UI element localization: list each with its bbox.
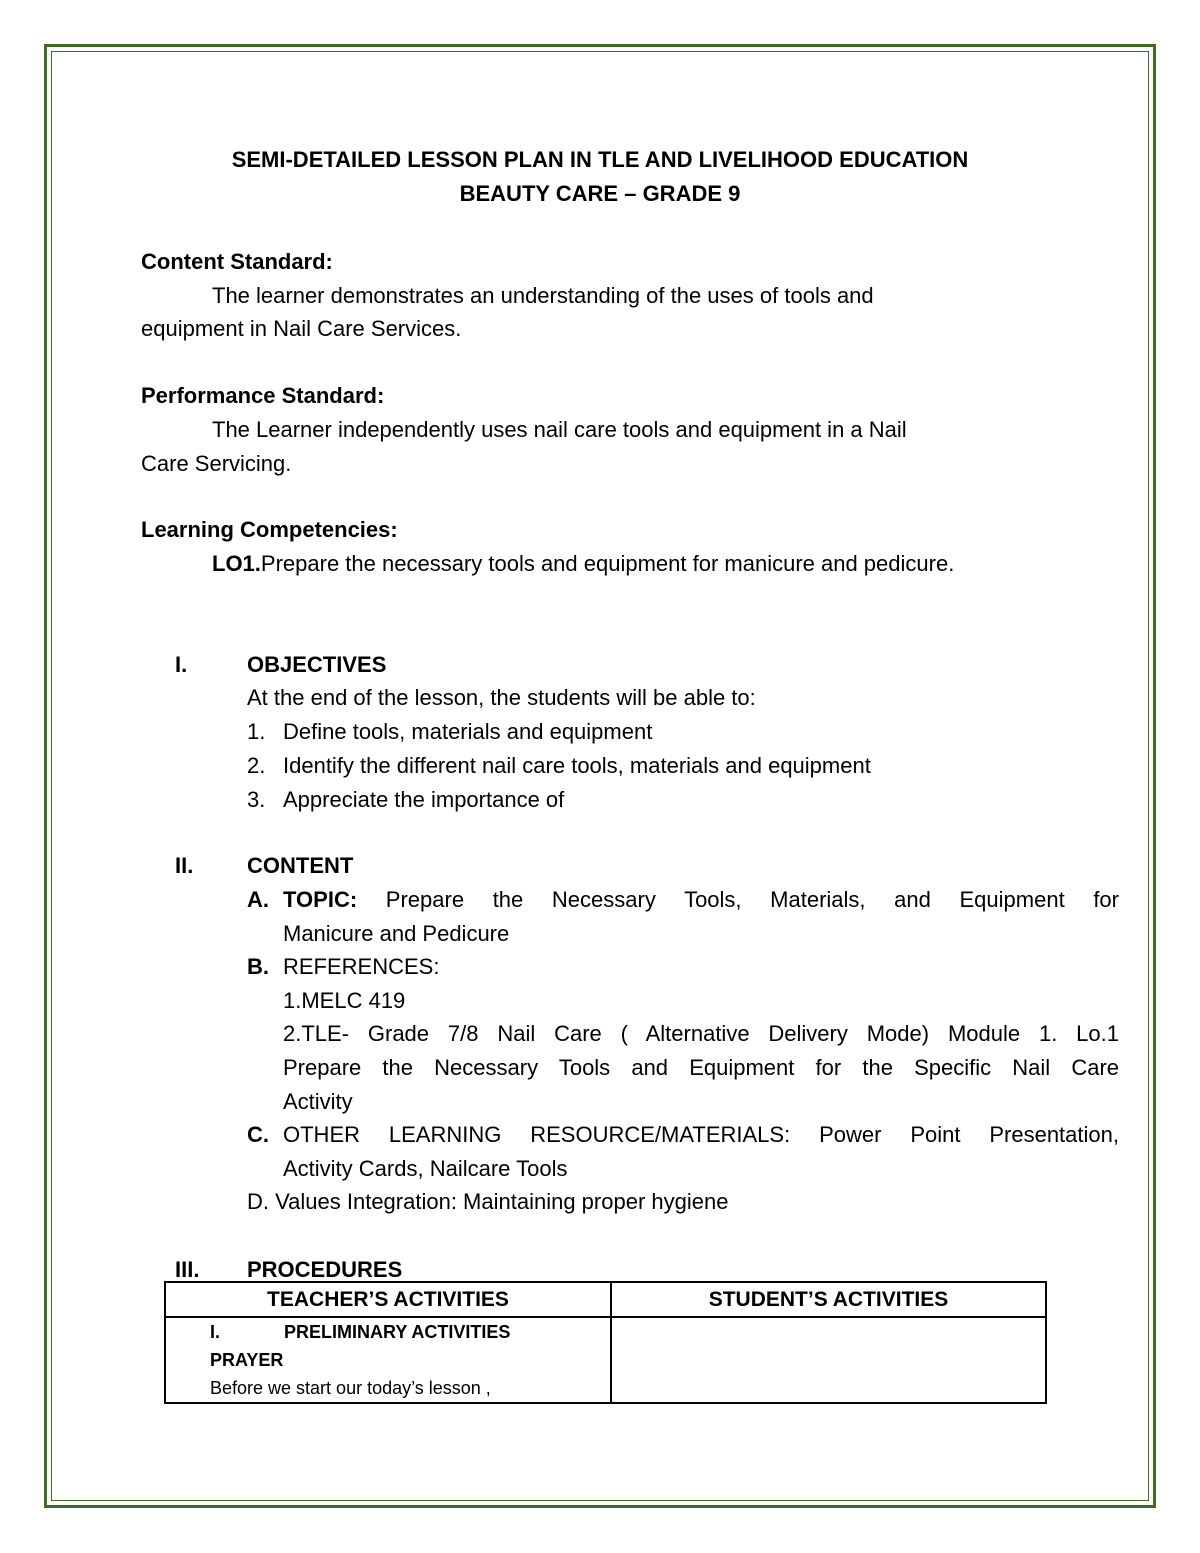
performance-standard-line1: The Learner independently uses nail care tools and equipment in a Nail	[212, 417, 907, 442]
objective-text-1: Define tools, materials and equipment	[283, 719, 653, 744]
objective-text-3: Appreciate the importance of	[283, 787, 565, 812]
objectives-numeral: I.	[175, 652, 188, 677]
objective-num-3: 3.	[247, 787, 266, 812]
other-resources-line2: Activity Cards, Nailcare Tools	[283, 1156, 568, 1181]
content-numeral: II.	[175, 853, 194, 878]
lo1-code: LO1.	[212, 551, 261, 576]
topic-label: TOPIC:	[283, 887, 358, 912]
reference-2-line3: Activity	[283, 1089, 353, 1114]
reference-1: 1.MELC 419	[283, 988, 406, 1013]
preliminary-numeral: I.	[210, 1322, 221, 1342]
objective-num-1: 1.	[247, 719, 266, 744]
objective-text-2: Identify the different nail care tools, materials and equipment	[283, 753, 871, 778]
procedures-numeral: III.	[175, 1257, 200, 1282]
reference-2-line2: Prepare the Necessary Tools and Equipment for the Specific Nail Care	[283, 1055, 1119, 1080]
lo1-text: Prepare the necessary tools and equipment for manicure and pedicure.	[260, 551, 955, 576]
preliminary-activities-title: PRELIMINARY ACTIVITIES	[284, 1322, 511, 1342]
teacher-activities-header: TEACHER’S ACTIVITIES	[165, 1282, 611, 1317]
other-resources-letter: C.	[247, 1122, 269, 1147]
prayer-heading: PRAYER	[210, 1350, 284, 1370]
content-standard-heading: Content Standard:	[141, 249, 333, 274]
procedures-table-header-row	[165, 1282, 1046, 1317]
content-standard-line2: equipment in Nail Care Services.	[141, 316, 462, 341]
topic-line2: Manicure and Pedicure	[283, 921, 510, 946]
performance-standard-heading: Performance Standard:	[141, 383, 385, 408]
preliminary-activities-line	[166, 1318, 610, 1346]
document-subtitle: BEAUTY CARE – GRADE 9	[459, 181, 741, 206]
prayer-text: Before we start our today’s lesson ,	[210, 1378, 491, 1398]
objectives-intro: At the end of the lesson, the students will be able to:	[247, 685, 756, 710]
references-letter: B.	[247, 954, 269, 979]
content-standard-line1: The learner demonstrates an understanding of the uses of tools and	[212, 283, 874, 308]
learning-competency-lo1	[212, 550, 954, 578]
teacher-activities-cell	[165, 1317, 611, 1403]
topic-text: Prepare the Necessary Tools, Materials, and Equipment for	[385, 887, 1119, 912]
values-integration: D. Values Integration: Maintaining proper hygiene	[247, 1189, 729, 1214]
objectives-heading: OBJECTIVES	[247, 652, 387, 677]
content-heading: CONTENT	[247, 853, 354, 878]
objective-num-2: 2.	[247, 753, 266, 778]
document-title: SEMI-DETAILED LESSON PLAN IN TLE AND LIVELIHOOD EDUCATION	[231, 147, 969, 172]
student-activities-header: STUDENT’S ACTIVITIES	[611, 1282, 1046, 1317]
procedures-table-row	[165, 1317, 1046, 1403]
reference-2-line1: 2.TLE- Grade 7/8 Nail Care ( Alternative Delivery Mode) Module 1. Lo.1	[283, 1021, 1119, 1046]
references-label: REFERENCES:	[283, 954, 440, 979]
student-activities-cell	[611, 1317, 1046, 1403]
performance-standard-line2: Care Servicing.	[141, 451, 292, 476]
procedures-heading: PROCEDURES	[247, 1257, 403, 1282]
learning-competencies-heading: Learning Competencies:	[141, 517, 398, 542]
procedures-table	[164, 1281, 1047, 1404]
topic-line1	[283, 886, 1119, 914]
other-resources-line1: OTHER LEARNING RESOURCE/MATERIALS: Power Point Presentation,	[283, 1122, 1119, 1147]
topic-letter: A.	[247, 887, 269, 912]
